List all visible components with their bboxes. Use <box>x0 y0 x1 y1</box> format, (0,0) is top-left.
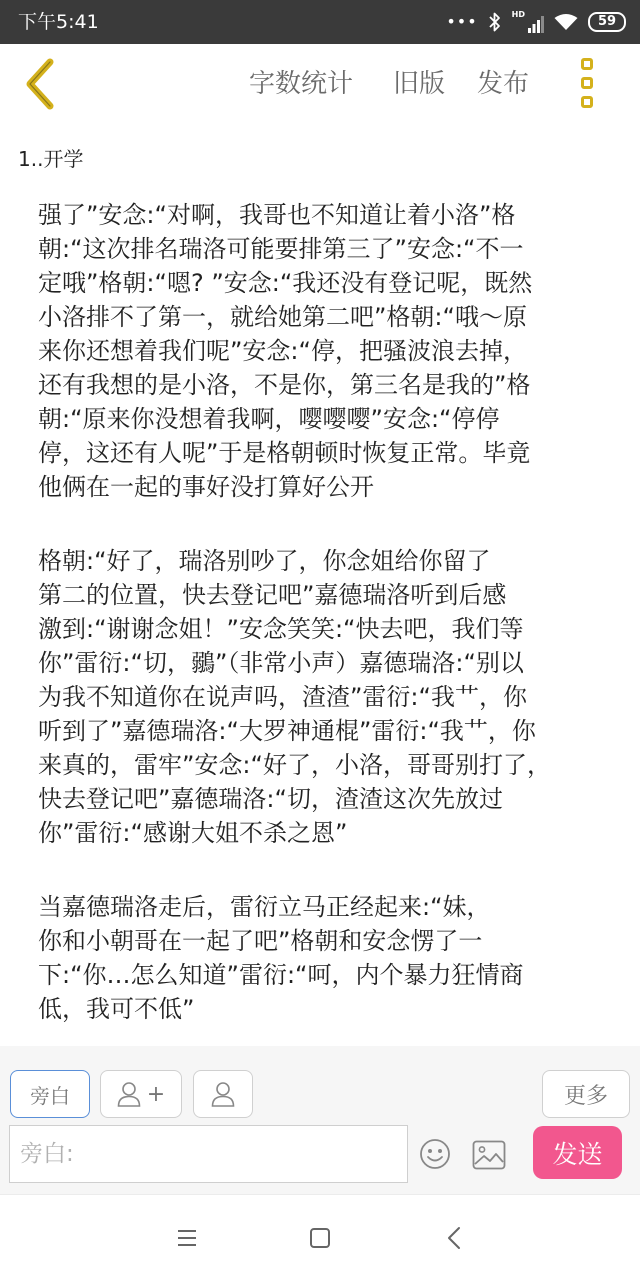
input-panel <box>0 1046 640 1194</box>
editor-header <box>0 44 640 124</box>
person-add-icon <box>117 1081 141 1107</box>
square-home-icon[interactable] <box>305 1223 335 1253</box>
send-button[interactable] <box>533 1126 622 1179</box>
message-input[interactable] <box>9 1125 408 1183</box>
status-bar <box>0 0 640 44</box>
menu-icon[interactable] <box>172 1223 202 1253</box>
menu-dot <box>581 77 593 89</box>
bluetooth-icon <box>488 11 502 33</box>
image-icon[interactable] <box>472 1140 506 1170</box>
send-button-label: 发送 <box>552 1139 603 1169</box>
menu-dot <box>581 58 593 70</box>
system-nav-bar <box>0 1194 640 1281</box>
role-button[interactable] <box>193 1070 253 1118</box>
battery-indicator: 59 <box>588 12 626 32</box>
three-dot-menu-icon[interactable] <box>578 58 600 110</box>
chevron-left-icon[interactable] <box>22 56 66 112</box>
more-notifications-icon: ••• <box>446 12 478 31</box>
publish-button[interactable]: 发布 <box>477 69 530 99</box>
story-content[interactable] <box>38 198 608 1046</box>
story-paragraph: 当嘉德瑞洛走后，雷衍立马正经起来:“妹， 你和小朝哥在一起了吧”格朝和安念愣了一 下:“你…怎么知道”雷衍:“呵，内个暴力狂情商 低，我可不低” <box>38 893 524 1023</box>
triangle-back-icon[interactable] <box>440 1223 470 1253</box>
person-icon <box>211 1081 235 1107</box>
add-role-button[interactable] <box>100 1070 182 1118</box>
signal-indicator <box>512 11 544 33</box>
old-version-button[interactable]: 旧版 <box>393 69 446 99</box>
narration-role-button[interactable] <box>10 1070 90 1118</box>
wifi-icon <box>554 13 578 31</box>
narration-role-label: 旁白 <box>30 1083 70 1108</box>
story-paragraph: 强了”安念:“对啊，我哥也不知道让着小洛”格 朝:“这次排名瑞洛可能要排第三了”安念:“不一 定哦”格朝:“嗯? ”安念:“我还没有登记呢，既然 小洛排不了第一，就给她第二吧”格朝:“哦～原 来你还想着我们呢”安念:“停，把骚波浪去掉， 还有我想的是小洛，不是你，第三名是我的”格 朝:“原来你没想着我啊，嘤嘤嘤”安念:“停停 停，这还有人呢”于是格朝顿时恢复正常。毕竟 他俩在一起的事好没打算好公开 <box>38 201 533 501</box>
status-icons <box>446 9 626 35</box>
word-count-button[interactable]: 字数统计 <box>249 69 354 99</box>
story-paragraph: 格朝:“好了，瑞洛别吵了，你念姐给你留了 第二的位置，快去登记吧”嘉德瑞洛听到后感 激到:“谢谢念姐！”安念笑笑:“快去吧，我们等 你”雷衍:“切，鶸”（非常小声）嘉德瑞洛:“别以 为我不知道你在说声吗，渣渣”雷衍:“我艹，你 听到了”嘉德瑞洛:“大罗神通棍”雷衍:“我艹，你 来真的，雷牢”安念:“好了，小洛，哥哥别打了， 快去登记吧”嘉德瑞洛:“切，渣渣这次先放过 你”雷衍:“感谢大姐不杀之恩” <box>38 547 551 847</box>
more-button[interactable] <box>542 1070 630 1118</box>
chapter-title[interactable]: 1..开学 <box>18 147 84 171</box>
signal-icon <box>528 15 544 33</box>
menu-dot <box>581 96 593 108</box>
add-role-plus: + <box>146 1081 166 1107</box>
smiley-icon[interactable] <box>419 1138 451 1170</box>
more-button-label: 更多 <box>563 1083 608 1109</box>
signal-hd-label: HD <box>511 10 525 19</box>
status-time: 下午5:41 <box>18 11 99 33</box>
